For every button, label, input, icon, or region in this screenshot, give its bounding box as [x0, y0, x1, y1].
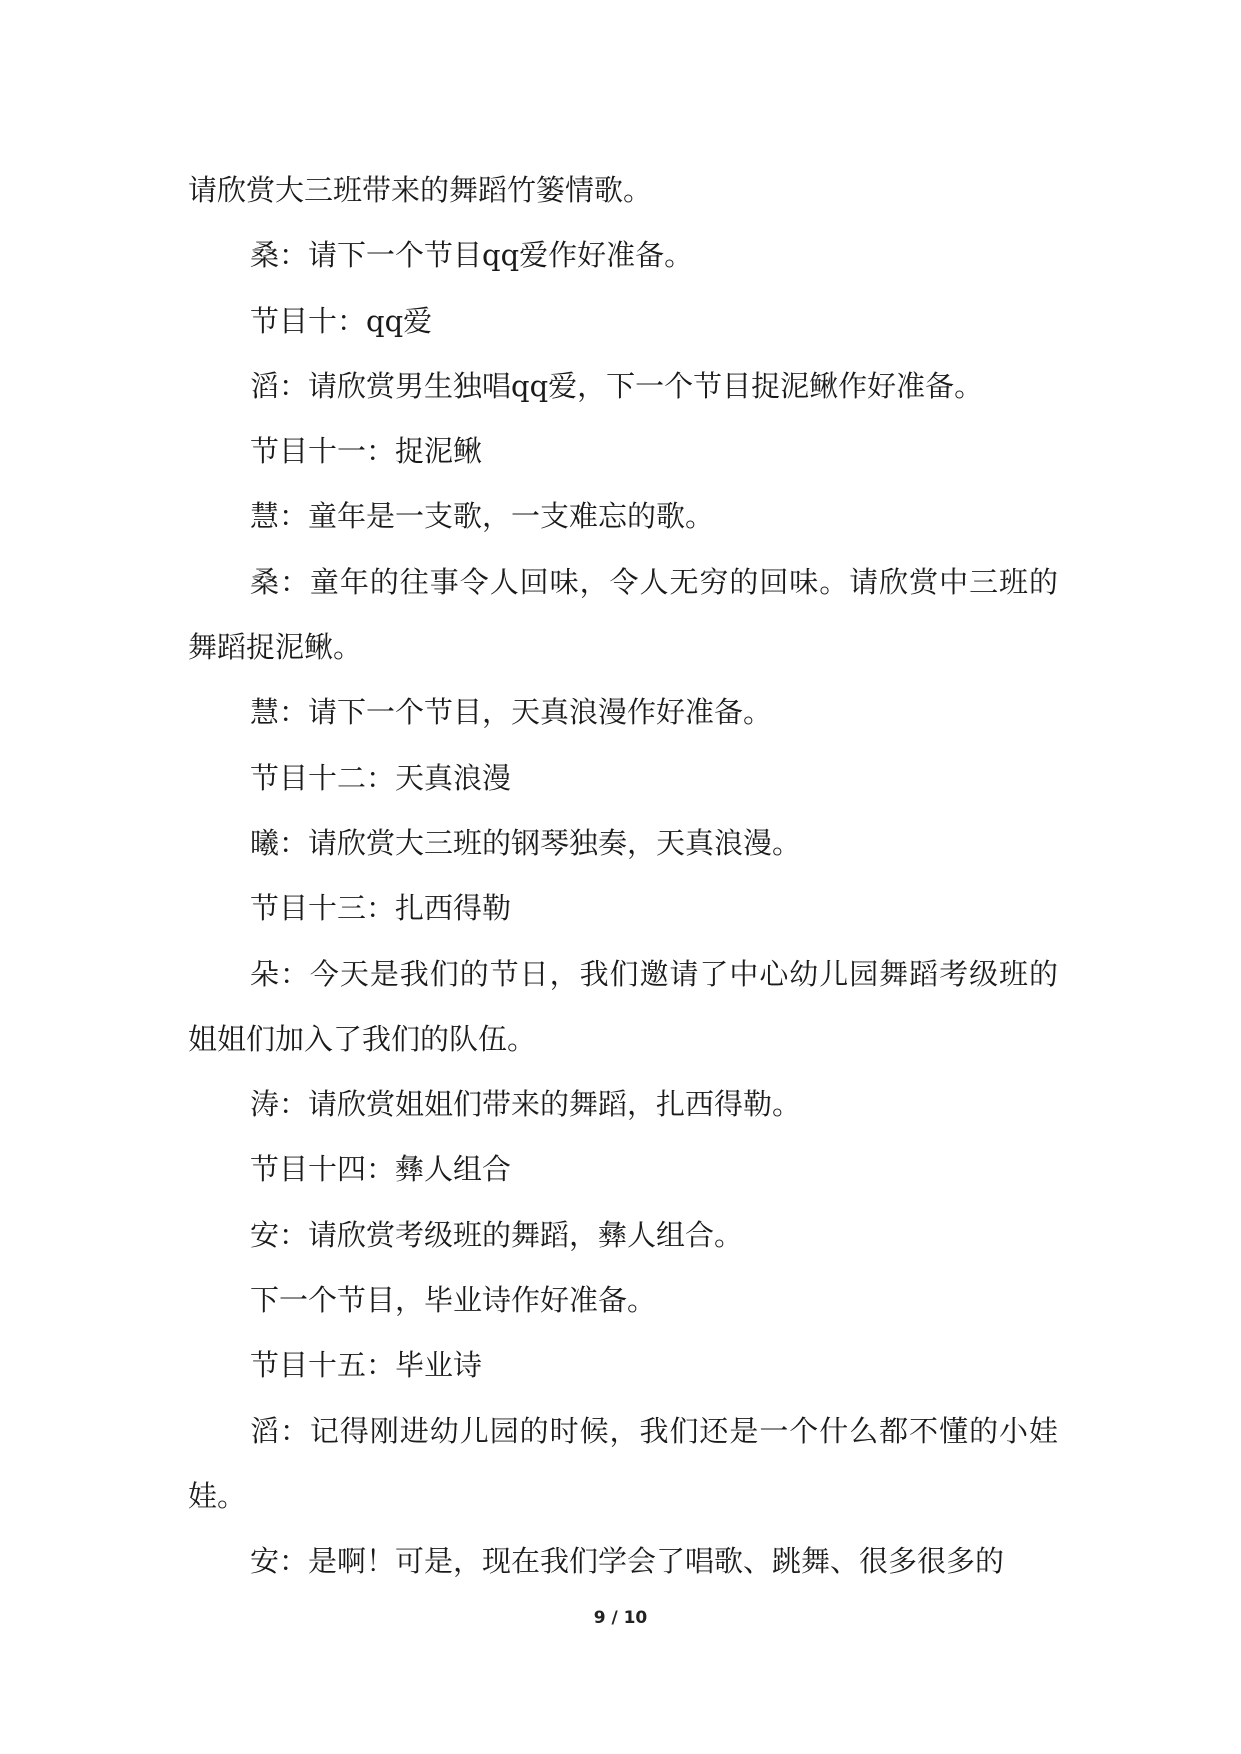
paragraph-3: 节目十：qq爱 — [250, 303, 433, 338]
paragraph-15: 安：请欣赏考级班的舞蹈，彝人组合。 — [250, 1217, 744, 1252]
paragraph-7: 桑：童年的往事令人回味，令人无穷的回味。请欣赏中三班的舞蹈捉泥鳅。 — [188, 564, 1058, 665]
paragraph-10: 曦：请欣赏大三班的钢琴独奏，天真浪漫。 — [250, 825, 802, 860]
paragraph-11: 节目十三：扎西得勒 — [250, 891, 512, 926]
paragraph-13: 涛：请欣赏姐姐们带来的舞蹈，扎西得勒。 — [250, 1087, 802, 1122]
paragraph-9: 节目十二：天真浪漫 — [250, 760, 512, 795]
paragraph-6: 慧：童年是一支歌，一支难忘的歌。 — [250, 499, 715, 534]
paragraph-14: 节目十四：彝人组合 — [250, 1152, 512, 1187]
paragraph-8: 慧：请下一个节目，天真浪漫作好准备。 — [250, 695, 773, 730]
paragraph-1: 请欣赏大三班带来的舞蹈竹篓情歌。 — [188, 173, 653, 207]
page-number: 9 / 10 — [593, 1608, 648, 1628]
paragraph-2: 桑：请下一个节目qq爱作好准备。 — [250, 238, 694, 273]
paragraph-19: 安：是啊！可是，现在我们学会了唱歌、跳舞、很多很多的 — [250, 1544, 1005, 1579]
paragraph-18: 滔：记得刚进幼儿园的时候，我们还是一个什么都不懂的小娃娃。 — [188, 1413, 1058, 1513]
paragraph-17: 节目十五：毕业诗 — [250, 1348, 483, 1383]
page-body — [188, 158, 1058, 1595]
paragraph-16: 下一个节目，毕业诗作好准备。 — [250, 1283, 657, 1318]
paragraph-5: 节目十一：捉泥鳅 — [250, 434, 483, 469]
paragraph-4: 滔：请欣赏男生独唱qq爱，下一个节目捉泥鳅作好准备。 — [250, 368, 984, 403]
paragraph-12: 朵：今天是我们的节日，我们邀请了中心幼儿园舞蹈考级班的姐姐们加入了我们的队伍。 — [188, 956, 1058, 1056]
